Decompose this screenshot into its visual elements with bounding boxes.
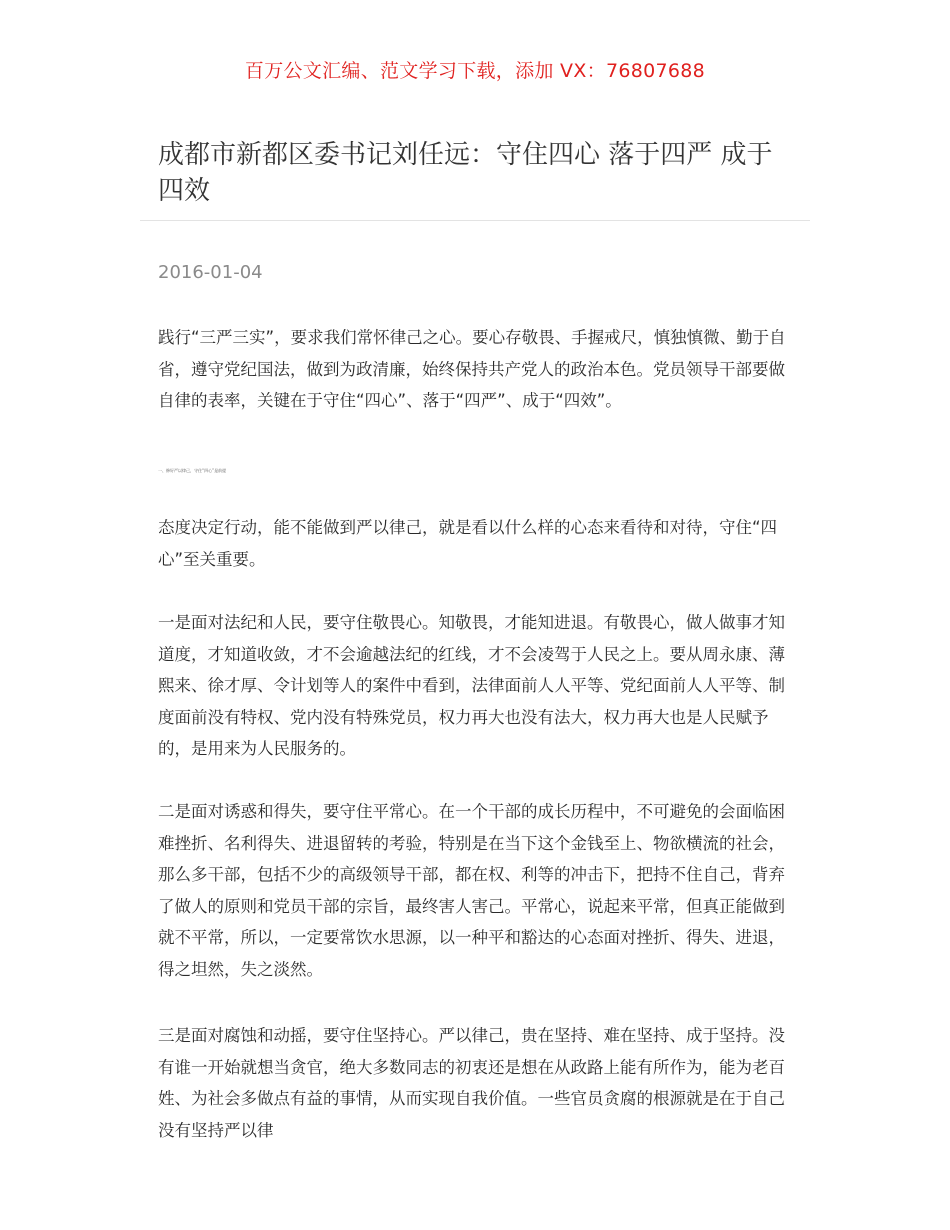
paragraph-1: 态度决定行动，能不能做到严以律己，就是看以什么样的心态来看待和对待，守住“四心”至关重要。: [158, 518, 778, 569]
intro-paragraph: 践行“三严三实”，要求我们常怀律己之心。要心存敬畏、手握戒尺，慎独慎微、勤于自省，遵守党纪国法，做到为政清廉，始终保持共产党人的政治本色。党员领导干部要做自律的表率，关键在于守住“四心”、落于“四严”、成于“四效”。: [158, 328, 786, 410]
section-heading: 一、修好严以律己，守住“四心”是前提: [158, 468, 227, 473]
paragraph-3: 二是面对诱惑和得失，要守住平常心。在一个干部的成长历程中，不可避免的会面临困难挫折、名利得失、进退留转的考验，特别是在当下这个金钱至上、物欲横流的社会，那么多干部，包括不少的高级领导干部，都在权、利等的冲击下，把持不住自己，背弃了做人的原则和党员干部的宗旨，最终害人害己。平常心，说起来平常，但真正能做到就不平常，所以，一定要常饮水思源，以一种平和豁达的心态面对挫折、得失、进退，得之坦然，失之淡然。: [158, 802, 785, 979]
paragraph-4: 三是面对腐蚀和动摇，要守住坚持心。严以律己，贵在坚持、难在坚持、成于坚持。没有谁一开始就想当贪官，绝大多数同志的初衷还是想在从政路上能有所作为，能为老百姓、为社会多做点有益的事情，从而实现自我价值。一些官员贪腐的根源就是在于自己没有坚持严以律: [158, 1026, 785, 1140]
article-title: 成都市新都区委书记刘任远：守住四心 落于四严 成于四效: [158, 140, 773, 206]
title-divider: [140, 220, 810, 221]
watermark-banner: 百万公文汇编、范文学习下载，添加 VX：76807688: [244, 60, 706, 82]
paragraph-2: 一是面对法纪和人民，要守住敬畏心。知敬畏，才能知进退。有敬畏心，做人做事才知道度，才知道收敛，才不会逾越法纪的红线，才不会凌驾于人民之上。要从周永康、薄熙来、徐才厚、令计划等人的案件中看到，法律面前人人平等、党纪面前人人平等、制度面前没有特权、党内没有特殊党员，权力再大也没有法大，权力再大也是人民赋予的，是用来为人民服务的。: [158, 613, 785, 758]
publish-date: 2016-01-04: [158, 262, 263, 283]
